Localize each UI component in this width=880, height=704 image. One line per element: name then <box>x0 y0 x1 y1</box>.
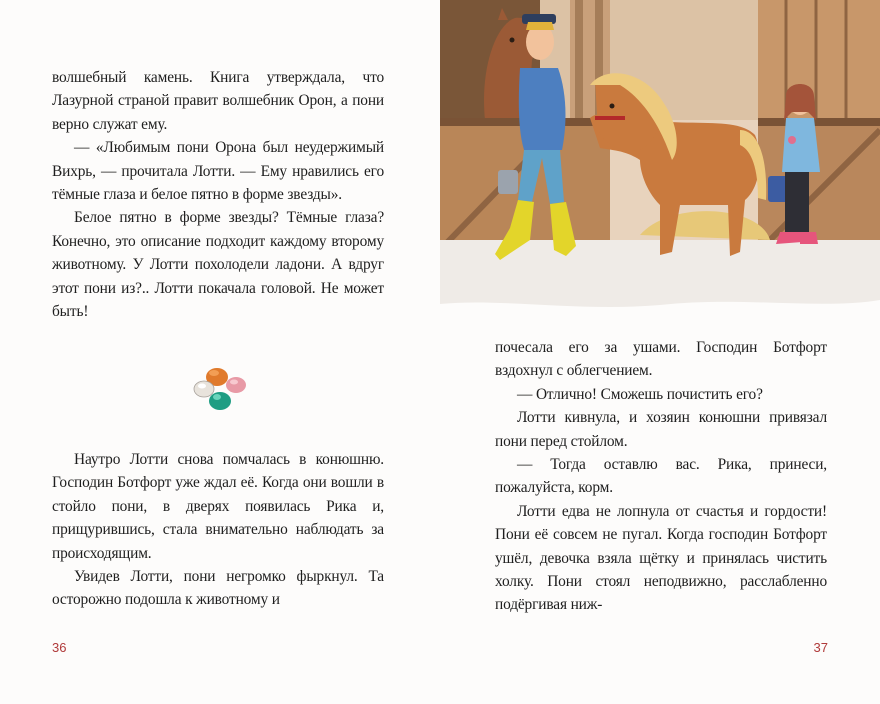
paragraph: почесала его за ушами. Господин Ботфорт вздохнул с облегчением. <box>495 339 827 380</box>
left-text-block-1 <box>52 66 384 323</box>
right-text-block <box>495 336 827 617</box>
paragraph: Наутро Лотти снова помчалась в конюшню. Господин Ботфорт уже ждал её. Когда они вошли в стойло пони, в дверях появилась Рика и, прищурившись, стала внимательно наблюдать за происходящим. <box>52 451 384 562</box>
paragraph: Белое пятно в форме звезды? Тёмные глаза? Конечно, это описание подходит каждому второму животному. У Лотти похолодели ладони. А вдруг этот пони из?.. Лотти покачала головой. Не может быть! <box>52 209 384 321</box>
paragraph: Увидев Лотти, пони негромко фыркнул. Та осторожно подошла к животному и <box>52 568 384 609</box>
paragraph: Лотти едва не лопнула от счастья и гордости! Пони её совсем не пугал. Когда господин Ботфорт ушёл, девочка взяла щётку и принялась чистить холку. Пони стоял неподвижно, расслабленно подёргивая ниж- <box>495 502 827 614</box>
paragraph: — Тогда оставлю вас. Рика, принеси, пожалуйста, корм. <box>495 456 827 497</box>
right-page <box>440 0 880 704</box>
stable-illustration <box>440 0 880 312</box>
paragraph: волшебный камень. Книга утверждала, что Лазурной страной правит волшебник Орон, а пони верно служат ему. <box>52 69 384 133</box>
paragraph: Лотти кивнула, и хозяин конюшни привязал пони перед стойлом. <box>495 409 827 450</box>
paragraph: — Отлично! Сможешь почистить его? <box>517 385 763 403</box>
left-text-block-2 <box>52 448 384 612</box>
page-number-left: 36 <box>52 640 67 655</box>
page-number-right: 37 <box>813 640 828 655</box>
paragraph: — «Любимым пони Орона был неудержимый Вихрь, — прочитала Лотти. — Ему нравились его тёмные глаза и белое пятно в форме звезды». <box>52 139 384 204</box>
gems-icon <box>188 362 252 414</box>
